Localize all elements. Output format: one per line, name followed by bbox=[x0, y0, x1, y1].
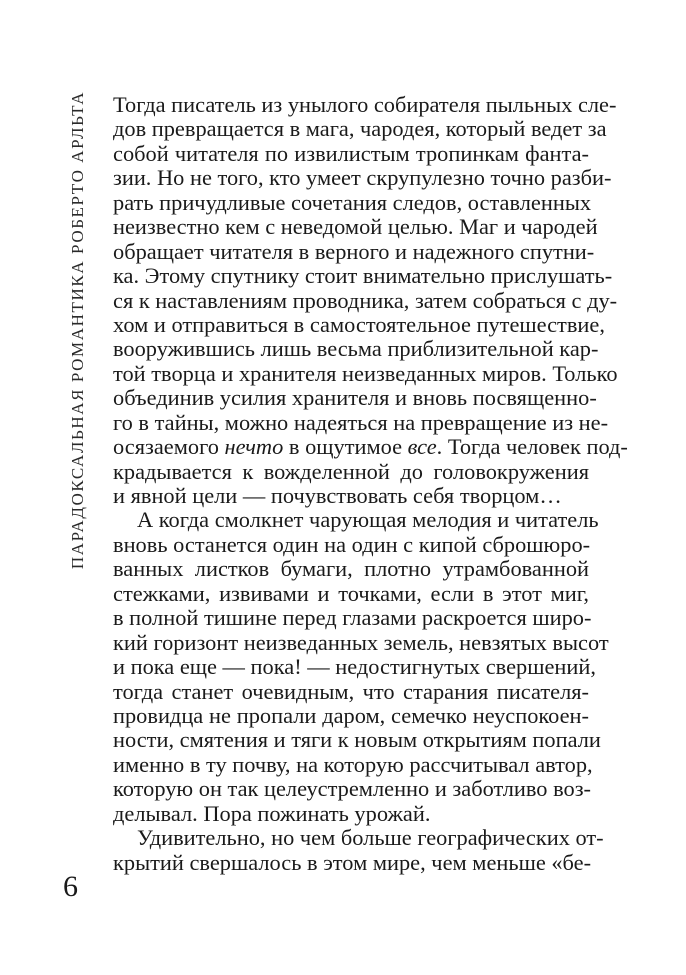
text-line: хом и отправиться в самостоятельное путешествие, bbox=[113, 311, 605, 337]
text-line: Удивительно, но чем больше географических от- bbox=[137, 825, 604, 851]
text-line: крадывается к вожделенной до головокружения bbox=[113, 458, 589, 484]
text-line: кий горизонт неизведанных земель, невзятых высот bbox=[113, 629, 609, 655]
running-head-text: ПАРАДОКСАЛЬНАЯ РОМАНТИКА РОБЕРТО АРЛЬТА bbox=[68, 90, 87, 570]
text-line: стежками, извивами и точками, если в этот миг, bbox=[113, 580, 589, 606]
text-line: А когда смолкнет чарующая мелодия и читатель bbox=[137, 507, 599, 533]
italic-word: нечто bbox=[224, 434, 284, 460]
text-line: Тогда писатель из унылого собирателя пыльных сле- bbox=[113, 92, 617, 117]
text-line: провидца не пропали даром, семечко неуспокоен- bbox=[113, 702, 589, 728]
text-line: рать причудливые сочетания следов, оставленных bbox=[113, 189, 592, 215]
paragraph bbox=[113, 507, 609, 826]
text-line: крытий свершалось в этом мире, чем меньше «бе- bbox=[113, 849, 592, 875]
text-line: тогда станет очевидным, что старания писателя- bbox=[113, 678, 589, 704]
text-line: ся к наставлениям проводника, затем собраться с ду- bbox=[113, 287, 618, 313]
page-number: 6 bbox=[63, 870, 78, 903]
text-fragment: в ощутимое bbox=[283, 434, 408, 460]
text-line: зии. Но не того, кто умеет скрупулезно точно разби- bbox=[113, 165, 612, 191]
text-line: и пока еще — пока! — недостигнутых свершений, bbox=[113, 654, 596, 680]
text-fragment: . Тогда человек под- bbox=[436, 434, 628, 460]
text-line: именно в ту почву, на которую рассчитывал автор, bbox=[113, 751, 593, 777]
text-line: которую он так целеустремленно и заботливо воз- bbox=[113, 776, 591, 802]
text-line: ности, смятения и тяги к новым открытиям попали bbox=[113, 727, 601, 753]
text-line-with-italics bbox=[113, 434, 628, 460]
text-line: вновь останется один на один с кипой сброшюро- bbox=[113, 531, 591, 557]
text-line: в полной тишине перед глазами раскроется широ- bbox=[113, 605, 592, 631]
text-line: делывал. Пора пожинать урожай. bbox=[113, 800, 431, 826]
text-line: дов превращается в мага, чародея, который ведет за bbox=[113, 116, 607, 142]
paragraph bbox=[113, 92, 628, 508]
text-line: го в тайны, можно надеяться на превращение из не- bbox=[113, 409, 609, 435]
text-line: той творца и хранителя неизведанных миров. Только bbox=[113, 360, 618, 386]
text-line: ка. Этому спутнику стоит внимательно прислушать- bbox=[113, 263, 613, 289]
text-line: обращает читателя в верного и надежного спутни- bbox=[113, 238, 595, 264]
text-fragment: осязаемого bbox=[113, 434, 225, 460]
text-line: неизвестно кем с неведомой целью. Маг и чародей bbox=[113, 214, 598, 240]
text-line: объединив усилия хранителя и вновь посвященно- bbox=[113, 385, 597, 411]
body-text bbox=[113, 92, 628, 875]
paragraph bbox=[113, 825, 604, 875]
text-line: ванных листков бумаги, плотно утрамбованной bbox=[113, 556, 589, 582]
text-line: собой читателя по извилистым тропинкам фанта- bbox=[113, 140, 589, 166]
italic-word: все bbox=[407, 434, 437, 460]
text-line: вооружившись лишь весьма приблизительной кар- bbox=[113, 336, 599, 362]
text-line: и явной цели — почувствовать себя творцом… bbox=[113, 483, 562, 508]
